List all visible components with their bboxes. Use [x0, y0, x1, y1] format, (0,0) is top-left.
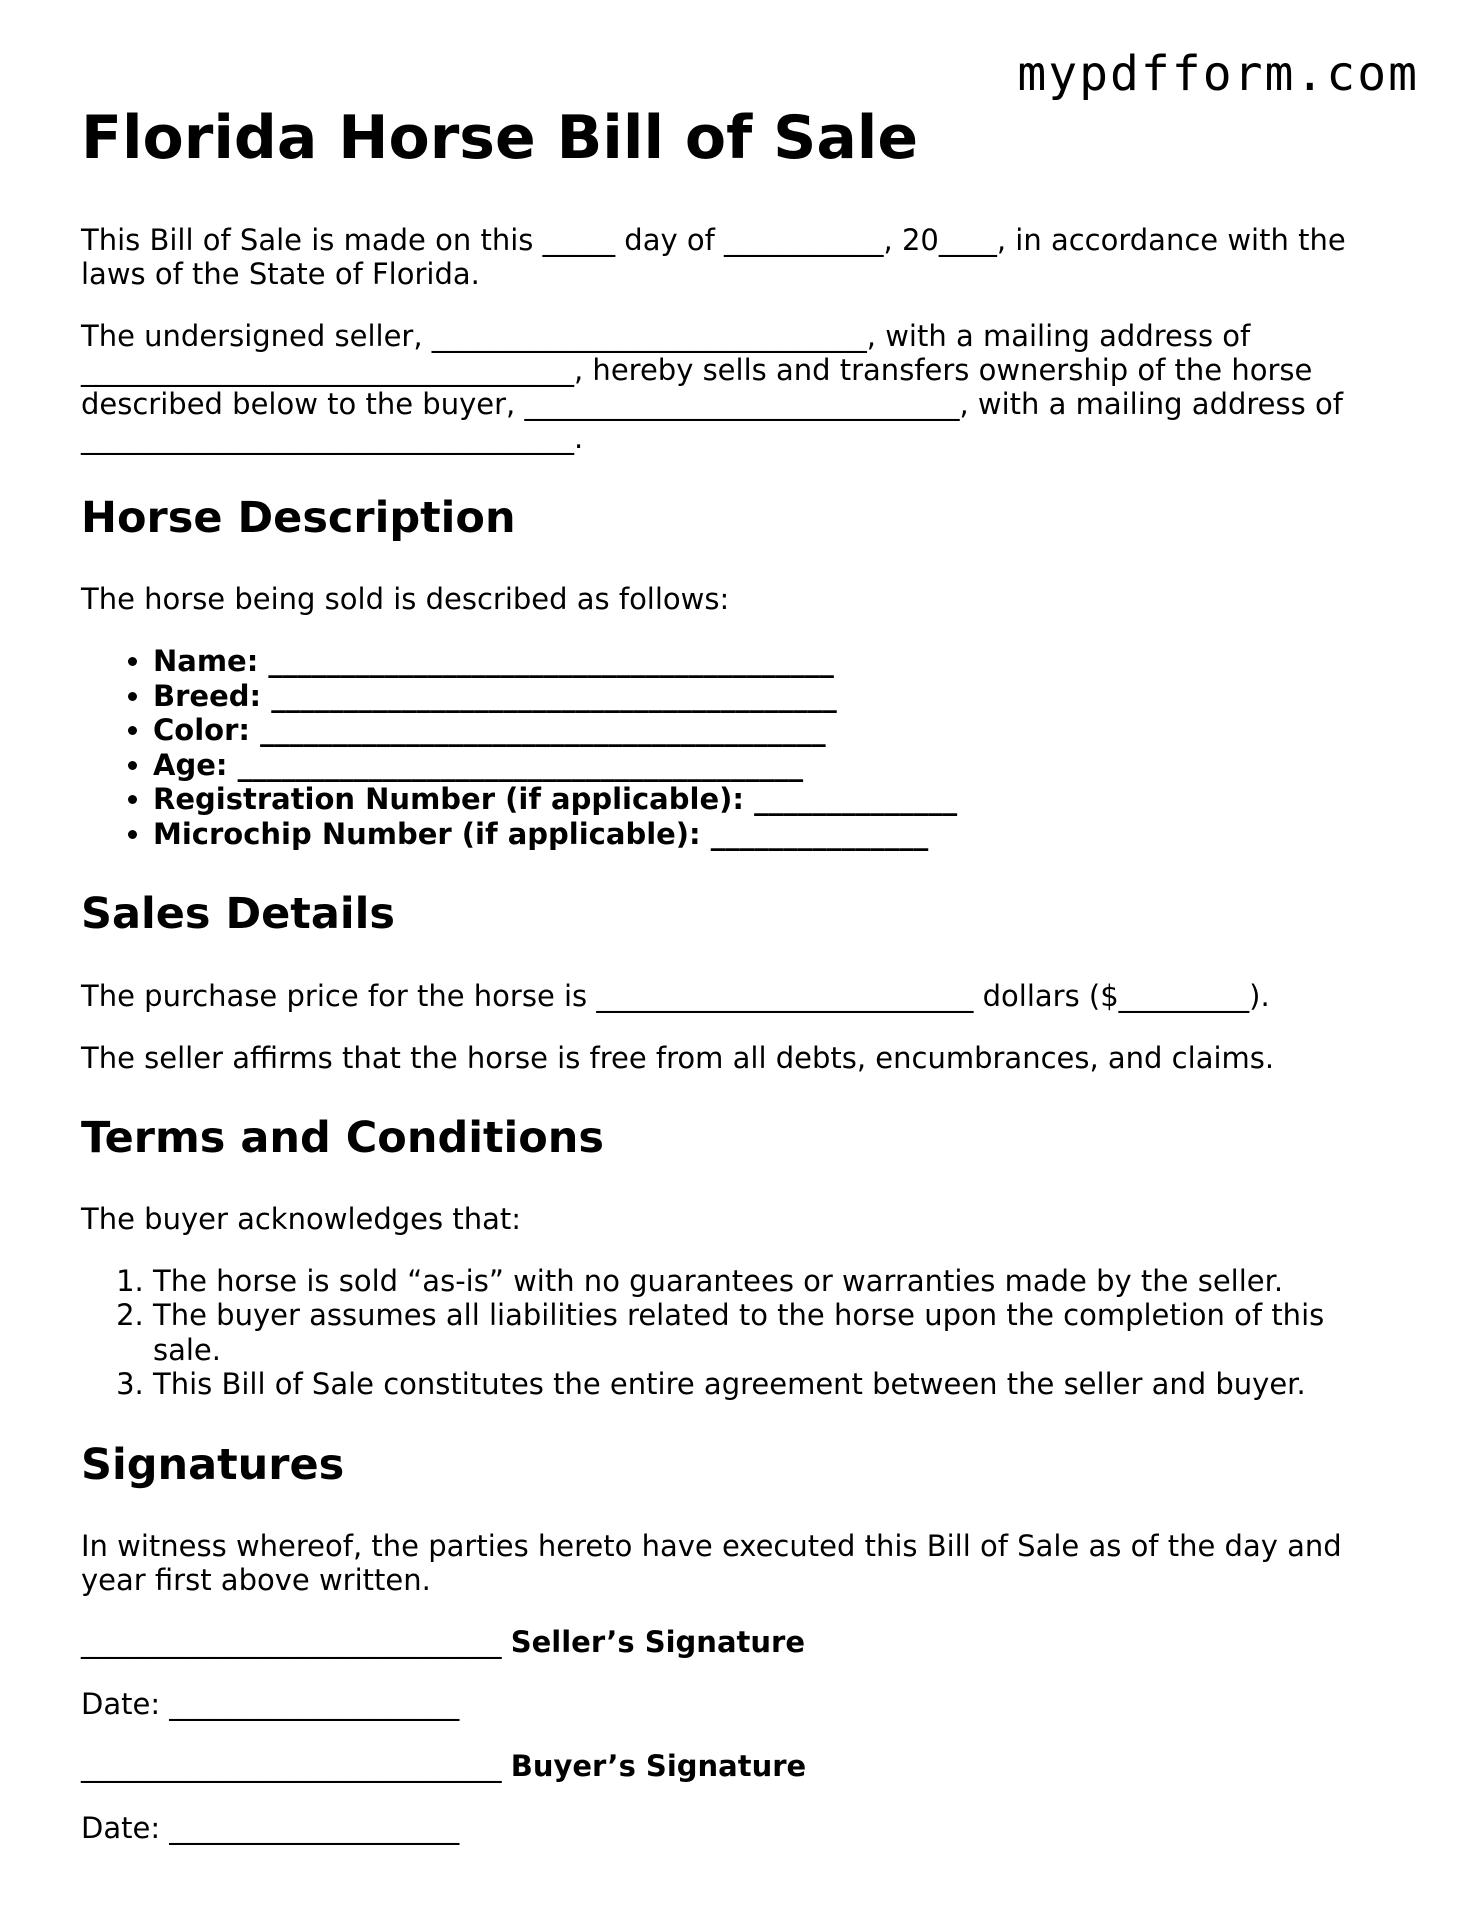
horse-breed-field: • Breed: _______________________________________	[153, 679, 1401, 714]
buyer-signature-row	[81, 1749, 1401, 1783]
seller-affirmation-paragraph: The seller affirms that the horse is free from all debts, encumbrances, and claims.	[81, 1040, 1275, 1075]
terms-list	[81, 1264, 1401, 1402]
witness-paragraph: In witness whereof, the parties hereto have executed this Bill of Sale as of the day and year first above written.	[81, 1529, 1342, 1598]
buyer-date-row: Date: ____________________	[81, 1811, 460, 1846]
sales-details-heading: Sales Details	[81, 889, 395, 940]
horse-age-field: • Age: _______________________________________	[153, 748, 1401, 783]
watermark: mypdfform.com	[1017, 46, 1419, 102]
horse-description-list	[81, 644, 1401, 851]
horse-description-lead: The horse being sold is described as follows:	[81, 582, 730, 617]
seller-date-row: Date: ____________________	[81, 1687, 460, 1722]
term-item: 3. This Bill of Sale constitutes the entire agreement between the seller and buyer.	[153, 1367, 1401, 1402]
term-item: 1. The horse is sold “as-is” with no guarantees or warranties made by the seller.	[153, 1264, 1401, 1299]
purchase-price-paragraph: The purchase price for the horse is __________________________ dollars ($_________).	[81, 978, 1270, 1013]
seller-signature-label: Seller’s Signature	[510, 1625, 805, 1660]
document	[81, 104, 1401, 1873]
term-item: 2. The buyer assumes all liabilities related to the horse upon the completion of this sale.	[153, 1298, 1401, 1367]
seller-signature-line: _____________________________	[81, 1625, 511, 1660]
buyer-signature-line: _____________________________	[81, 1749, 511, 1784]
intro-parties-paragraph: The undersigned seller, ______________________________, with a mailing address of __________________________________, hereby sells and transfers ownership of the horse described below to the buyer, ______________________________, with a mailing address of __________________________________.	[81, 319, 1343, 455]
signatures-heading: Signatures	[81, 1439, 345, 1490]
registration-number-field: • Registration Number (if applicable): ______________	[153, 782, 1401, 817]
seller-signature-row	[81, 1625, 1401, 1659]
horse-name-field: • Name: _______________________________________	[153, 644, 1401, 679]
terms-heading: Terms and Conditions	[81, 1112, 605, 1163]
buyer-signature-label: Buyer’s Signature	[510, 1749, 807, 1784]
horse-color-field: • Color: _______________________________________	[153, 713, 1401, 748]
microchip-number-field: • Microchip Number (if applicable): _______________	[153, 817, 1401, 852]
terms-lead: The buyer acknowledges that:	[81, 1201, 521, 1236]
document-title: Florida Horse Bill of Sale	[81, 103, 919, 173]
intro-date-paragraph: This Bill of Sale is made on this _____ day of ___________, 20____, in accordance with the laws of the State of Florida.	[81, 223, 1346, 291]
horse-description-heading: Horse Description	[81, 493, 516, 543]
